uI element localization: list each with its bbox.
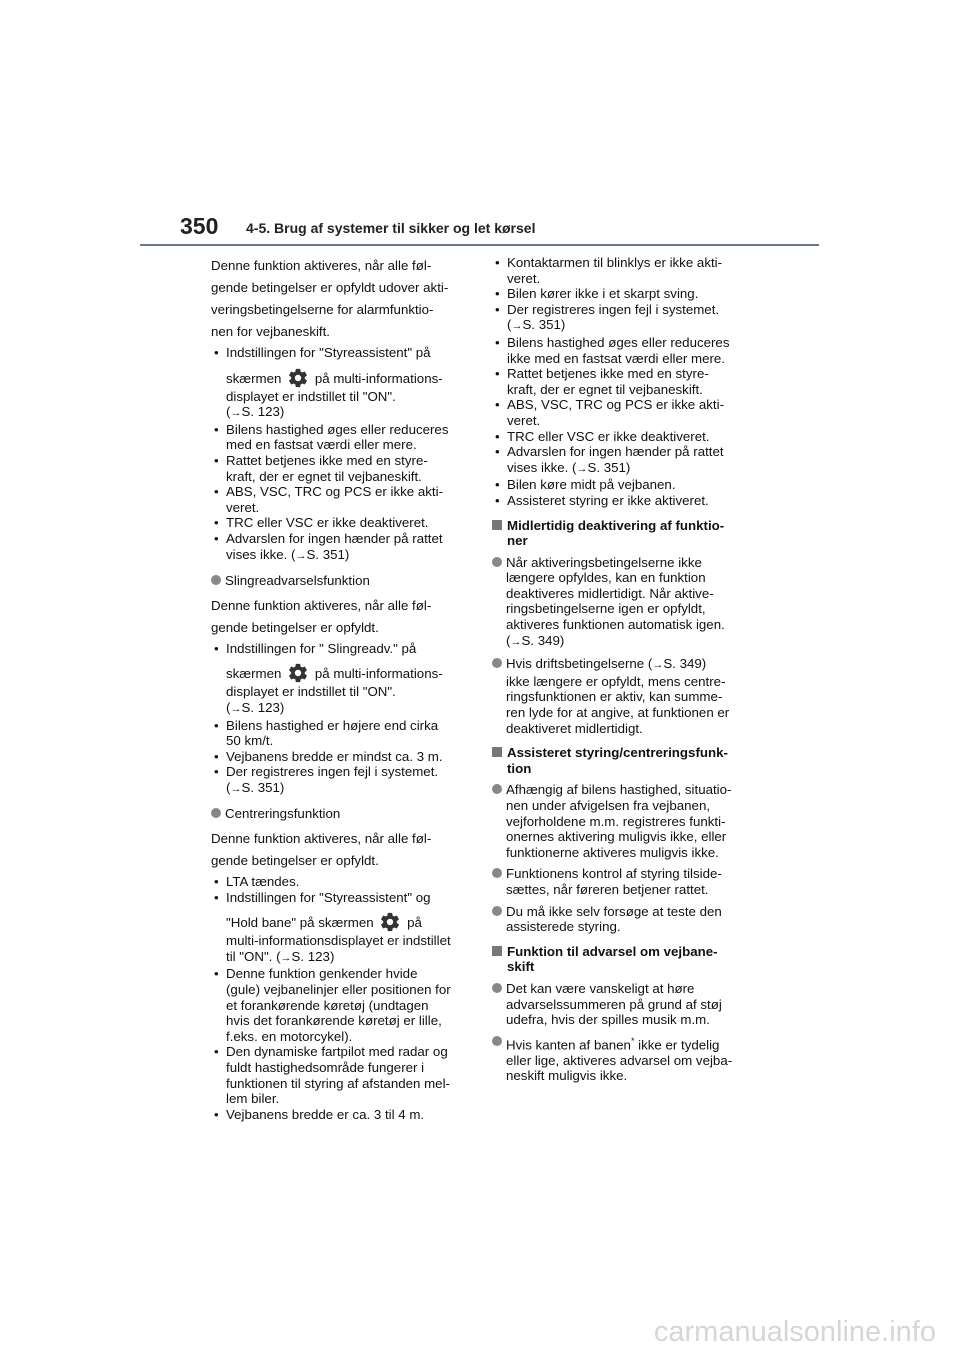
bullet-item: • TRC eller VSC er ikke deaktiveret. [492,429,760,445]
settings-gear-icon [379,911,401,933]
note-item: Hvis kanten af banen* ikke er tydelig eller lige, aktiveres advarsel om vejba- neskift muligvis ikke. [492,1034,760,1084]
bullet-item: • ABS, VSC, TRC og PCS er ikke akti- veret. [211,484,473,515]
section-heading: Funktion til advarsel om vejbane- skift [492,944,760,975]
note-item: Funktionens kontrol af styring tilside- sættes, når føreren betjener rattet. [492,866,760,897]
square-bullet-icon [492,747,502,757]
bullet-item: • TRC eller VSC er ikke deaktiveret. [211,515,473,531]
settings-gear-icon [287,662,309,684]
intro-paragraph: Denne funktion aktiveres, når alle føl- gende betingelser er opfyldt udover akti- veringsbetingelserne for alarmfunktio- nen for vejbaneskift. [211,258,449,339]
bullet-item: • Bilens hastighed er højere end cirka 50 km/t. [211,718,473,749]
arrow-right-icon: → [295,549,307,562]
section-title: 4-5. Brug af systemer til sikker og let kørsel [246,220,536,236]
watermark: carmanualsonline.info [653,1316,936,1348]
circle-bullet-icon [492,868,502,878]
right-column [492,255,760,1090]
bullet-item: • Bilen køre midt på vejbanen. [492,477,760,493]
note-item: Det kan være vanskeligt at høre advarselssummeren på grund af støj udefra, hvis der spilles musik m.m. [492,981,760,1028]
bullet-item: • Der registreres ingen fejl i systemet. (→S. 351) [492,302,760,335]
bullet-item: • Indstillingen for " Slingreadv." på skærmen på multi-informations- displayet er indstillet til "ON". (→S. 123) [211,641,473,718]
page-header [180,213,820,247]
note-item: Du må ikke selv forsøge at teste den assisterede styring. [492,904,760,935]
arrow-right-icon: → [511,320,523,333]
circle-bullet-icon [492,1036,502,1046]
bullet-item: • Rattet betjenes ikke med en styre- kraft, der er egnet til vejbaneskift. [492,366,760,397]
bullet-item: • Bilens hastighed øges eller reduceres med en fastsat værdi eller mere. [211,422,473,453]
arrow-right-icon: → [510,635,522,648]
arrow-right-icon: → [280,951,292,964]
bullet-item: • Indstillingen for "Styreassistent" og "Hold bane" på skærmen på multi-informationsdisplayet er indstillet til "ON". (→S. 123) [211,890,473,967]
arrow-right-icon: → [230,782,242,795]
circle-bullet-icon [492,983,502,993]
circle-bullet-icon [492,557,502,567]
settings-gear-icon [287,367,309,389]
note-item: Hvis driftsbetingelserne (→S. 349) ikke længere er opfyldt, mens centre- ringsfunktionen er aktiv, kan summe- ren lyde for at angive, at funktionen er deaktiveret midlertidigt. [492,656,760,736]
bullet-item: • Kontaktarmen til blinklys er ikke akti- veret. [492,255,760,286]
arrow-right-icon: → [230,407,242,420]
bullet-item: • Vejbanens bredde er mindst ca. 3 m. [211,749,473,765]
page-number: 350 [180,213,219,239]
bullet-item: • Advarslen for ingen hænder på rattet vises ikke. (→S. 351) [492,444,760,477]
square-bullet-icon [492,520,502,530]
bullet-item: • Den dynamiske fartpilot med radar og fuldt hastighedsområde fungerer i funktionen til styring af afstanden mel- lem biler. [211,1044,473,1106]
circle-bullet-icon [492,784,502,794]
arrow-right-icon: → [230,702,242,715]
section-heading: Assisteret styring/centreringsfunk- tion [492,745,760,776]
arrow-right-icon: → [576,462,588,475]
circle-bullet-icon [211,808,221,818]
circle-bullet-icon [211,575,221,585]
subsection-intro: Denne funktion aktiveres, når alle føl- gende betingelser er opfyldt. [211,597,432,635]
bullet-item: • Bilen kører ikke i et skarpt sving. [492,286,760,302]
bullet-item: • Der registreres ingen fejl i systemet. (→S. 351) [211,764,473,797]
bullet-item: • LTA tændes. [211,874,473,890]
bullet-item: • Indstillingen for "Styreassistent" på skærmen på multi-informations- displayet er indstillet til "ON". (→S. 123) [211,345,473,422]
circle-bullet-icon [492,658,502,668]
note-item: Afhængig af bilens hastighed, situatio- nen under afvigelsen fra vejbanen, vejforholdene m.m. registreres funkti- onernes aktivering muligvis ikke, eller funktionerne aktiveres muligvis ikke. [492,782,760,860]
bullet-item: • Denne funktion genkender hvide (gule) vejbanelinjer eller positionen for et forankørende køretøj (undtagen hvis det forankørende køretøj er lille, f.eks. en motorcykel). [211,966,473,1044]
bullet-item: • Bilens hastighed øges eller reduceres ikke med en fastsat værdi eller mere. [492,335,760,366]
square-bullet-icon [492,946,502,956]
subsection-heading: Centreringsfunktion [211,806,473,822]
bullet-item: • Advarslen for ingen hænder på rattet vises ikke. (→S. 351) [211,531,473,564]
subsection-intro: Denne funktion aktiveres, når alle føl- gende betingelser er opfyldt. [211,831,432,869]
section-heading: Midlertidig deaktivering af funktio- ner [492,518,760,549]
left-column [211,255,473,1122]
subsection-heading: Slingreadvarselsfunktion [211,573,473,589]
bullet-item: • Assisteret styring er ikke aktiveret. [492,493,760,509]
bullet-item: • ABS, VSC, TRC og PCS er ikke akti- veret. [492,397,760,428]
circle-bullet-icon [492,906,502,916]
arrow-right-icon: → [652,659,664,672]
bullet-item: • Vejbanens bredde er ca. 3 til 4 m. [211,1107,473,1123]
note-item: Når aktiveringsbetingelserne ikke længere opfyldes, kan en funktion deaktiveres midlertidigt. Når aktive- ringsbetingelserne igen er opfyldt, aktiveres funktionen automatisk igen. (→S. 349) [492,555,760,651]
header-divider [140,244,819,246]
bullet-item: • Rattet betjenes ikke med en styre- kraft, der er egnet til vejbaneskift. [211,453,473,484]
